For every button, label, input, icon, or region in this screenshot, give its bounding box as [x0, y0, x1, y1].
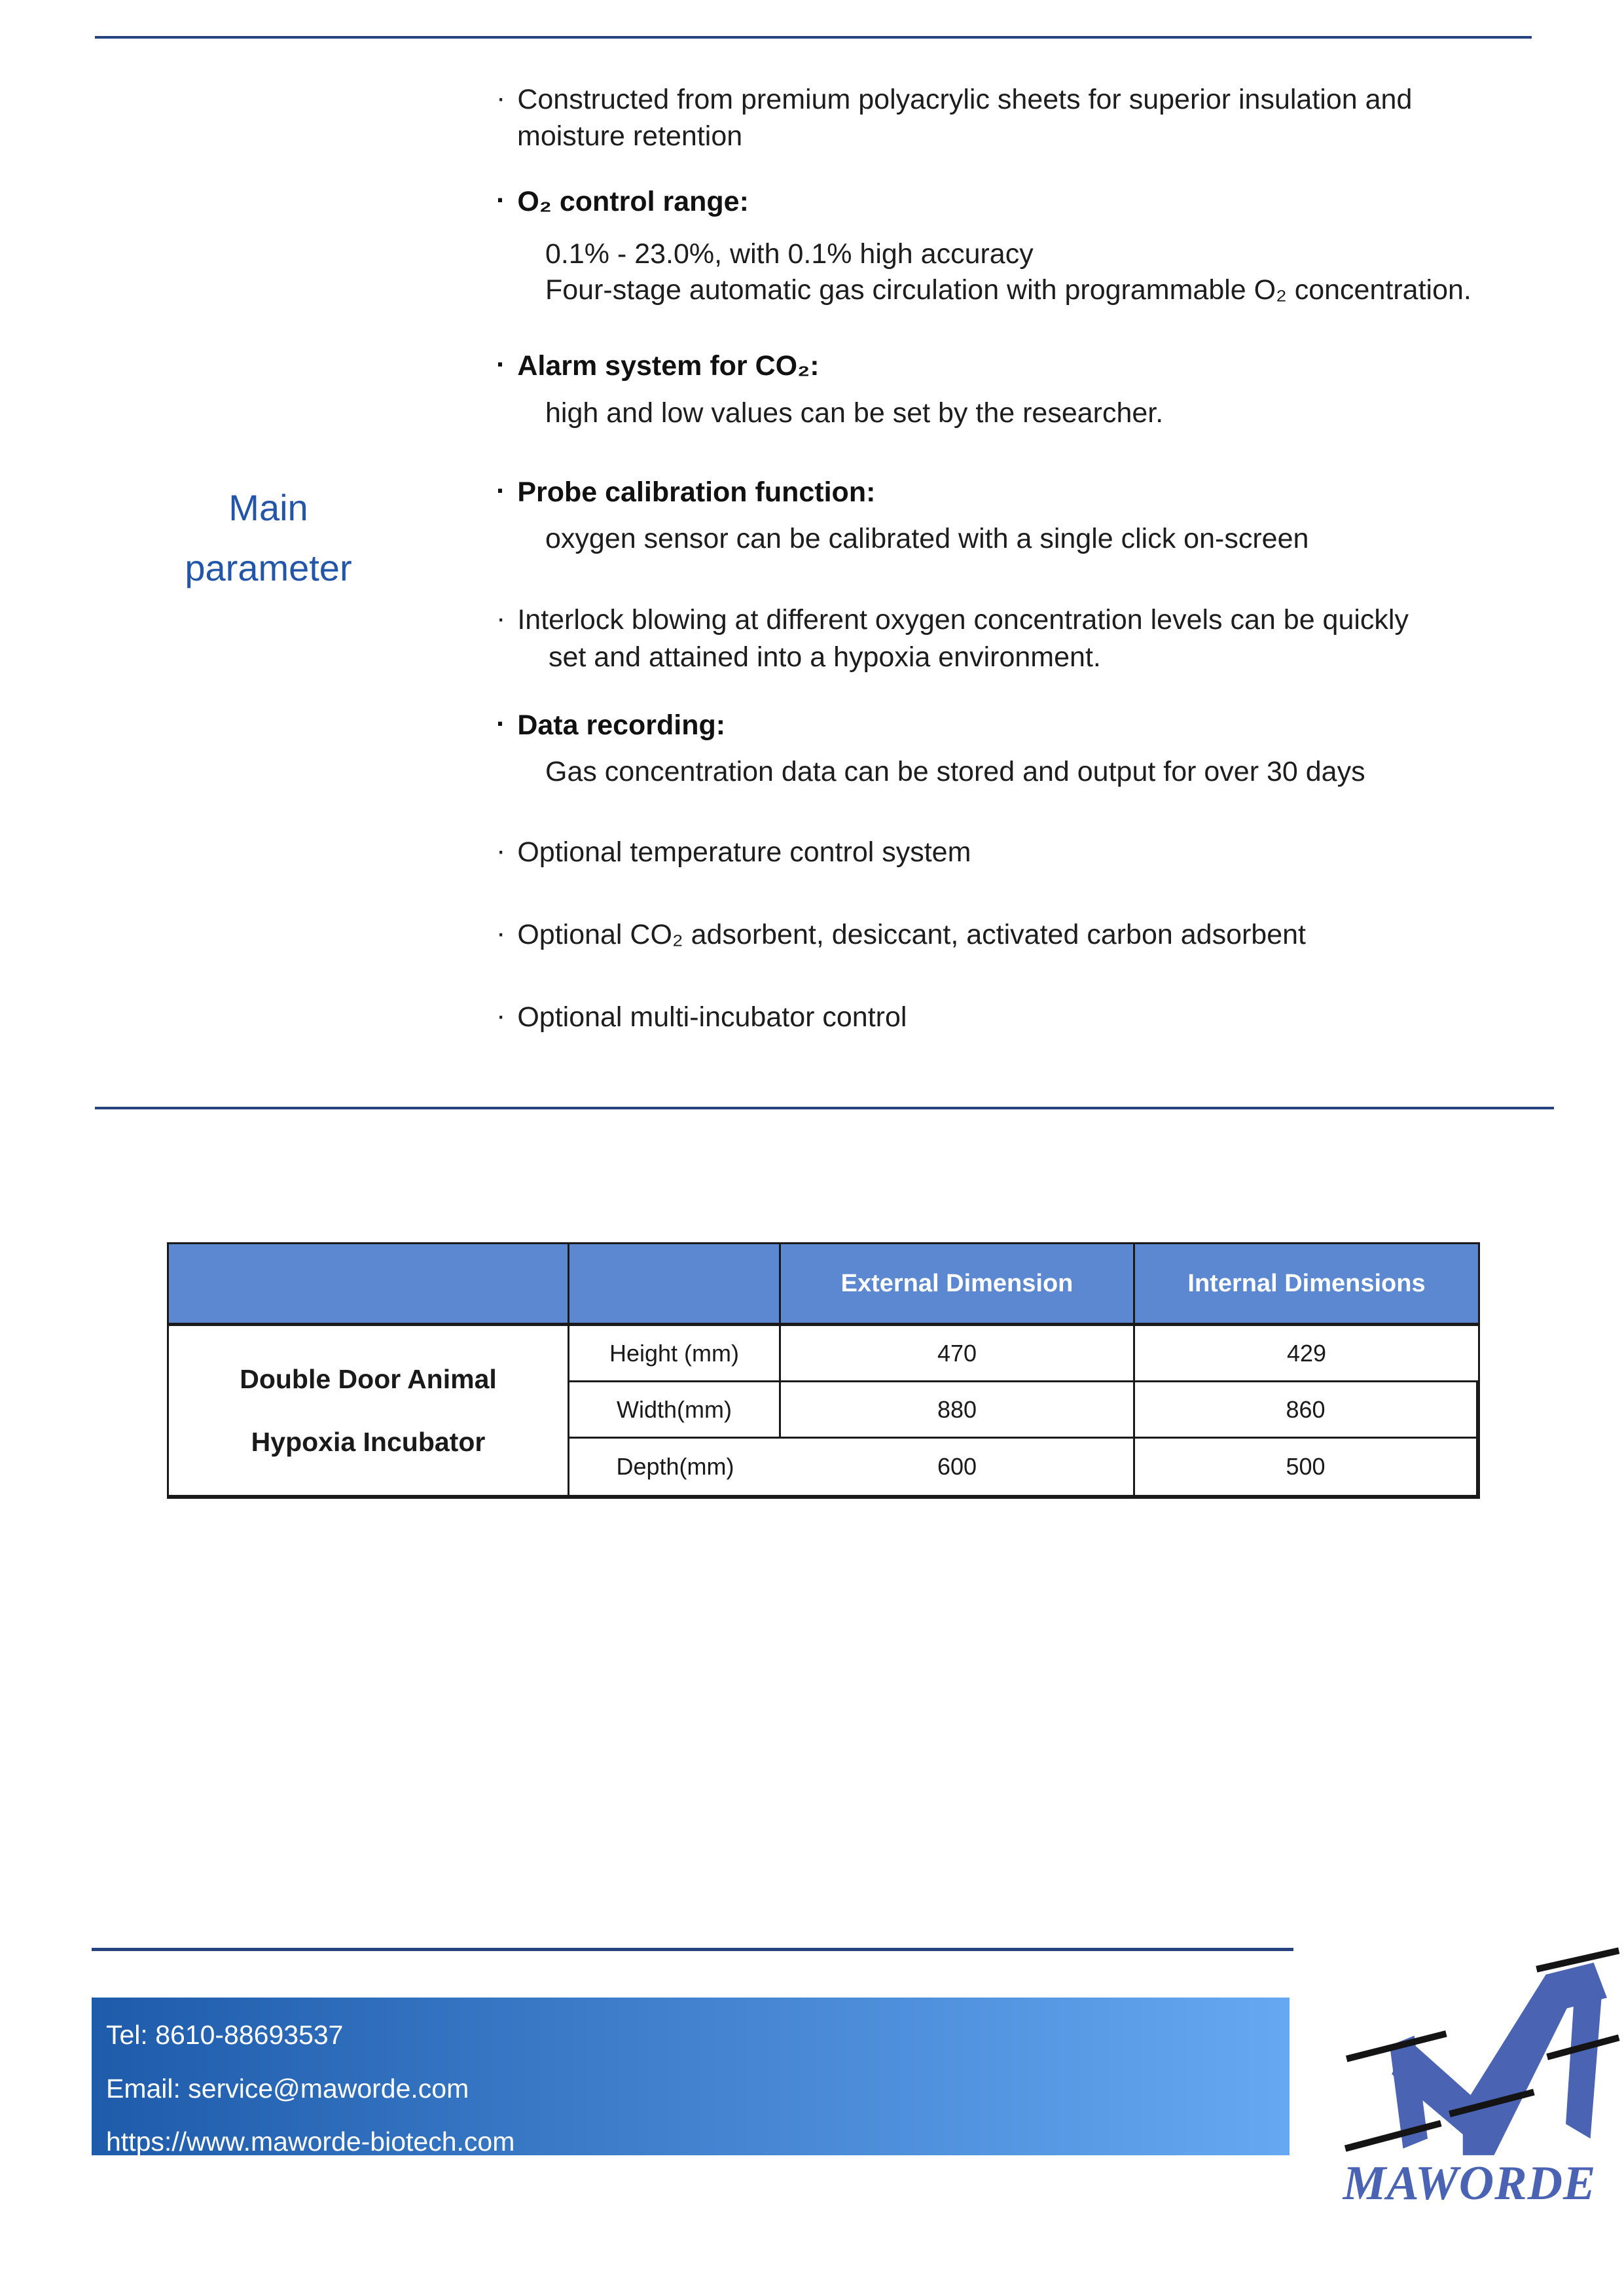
table-product-name [169, 1326, 569, 1495]
feature-text: Optional temperature control system [517, 836, 971, 868]
table-value-height-external: 470 [781, 1326, 1135, 1382]
bullet-icon: · [496, 82, 506, 114]
feature-text: Constructed from premium polyacrylic sheets for superior insulation and [517, 84, 1413, 115]
feature-title-probe-calibration [496, 474, 875, 511]
table-value-depth-external: 600 [781, 1439, 1135, 1495]
bullet-icon: · [496, 349, 506, 380]
section-heading-line2: parameter [185, 547, 352, 588]
feature-line-moisture [517, 118, 742, 155]
feature-text: 0.1% - 23.0%, with 0.1% high accuracy [545, 238, 1034, 270]
table-value-width-internal: 860 [1135, 1382, 1478, 1439]
feature-text: Gas concentration data can be stored and output for over 30 days [545, 756, 1365, 787]
feature-detail-high-low [545, 395, 1163, 432]
feature-text: Alarm system for CO₂: [517, 350, 820, 382]
feature-text: moisture retention [517, 120, 743, 152]
dimensions-table [167, 1242, 1480, 1499]
table-row-label-depth: Depth(mm) [616, 1453, 734, 1480]
maworde-logo-text: MAWORDE [1343, 2157, 1597, 2210]
feature-text: set and attained into a hypoxia environment. [549, 641, 1101, 673]
feature-title-data-recording [496, 707, 725, 744]
table-value-width-external: 880 [781, 1382, 1135, 1439]
table-row-label-width: Width(mm) [569, 1382, 781, 1439]
footer-divider-line [92, 1948, 1293, 1951]
middle-divider-line [95, 1107, 1554, 1109]
product-name-line2: Hypoxia Incubator [251, 1427, 486, 1457]
feature-text: oxygen sensor can be calibrated with a single click on-screen [545, 523, 1309, 554]
feature-detail-four-stage [545, 272, 1471, 309]
feature-text: Probe calibration function: [517, 476, 876, 508]
feature-title-o2-control-range [496, 183, 749, 221]
bullet-icon: · [496, 603, 506, 634]
feature-detail-oxygen-sensor [545, 520, 1308, 558]
top-divider-line [95, 36, 1532, 39]
feature-line-constructed [496, 81, 1412, 118]
product-name-line1: Double Door Animal [240, 1364, 497, 1394]
feature-text: Data recording: [517, 709, 726, 741]
feature-detail-gas-storage [545, 753, 1365, 791]
table-header-empty-2 [569, 1244, 781, 1326]
table-value-depth-internal: 500 [1135, 1439, 1478, 1495]
feature-text: Optional multi-incubator control [517, 1001, 907, 1033]
table-value-height-internal: 429 [1135, 1326, 1478, 1382]
feature-text: Optional CO₂ adsorbent, desiccant, activated carbon adsorbent [517, 919, 1306, 950]
feature-line-optional-multi [496, 999, 907, 1036]
feature-detail-accuracy [545, 236, 1034, 273]
contact-tel: Tel: 8610-88693537 [106, 2020, 344, 2050]
feature-line-optional-adsorbent [496, 916, 1306, 954]
maworde-logo-icon [1322, 1936, 1623, 2162]
feature-text: O₂ control range: [517, 186, 749, 217]
bullet-icon: · [496, 708, 506, 740]
section-heading-line1: Main [228, 487, 308, 528]
bullet-icon: · [496, 185, 506, 216]
feature-text: Four-stage automatic gas circulation with programmable O₂ concentration. [545, 274, 1471, 306]
table-row-label-height: Height (mm) [569, 1326, 781, 1382]
table-header-external: External Dimension [781, 1244, 1135, 1326]
feature-text: Interlock blowing at different oxygen concentration levels can be quickly [517, 604, 1409, 636]
feature-line-interlock [496, 601, 1409, 639]
feature-line-optional-temp [496, 834, 971, 871]
bullet-icon: · [496, 918, 506, 949]
bullet-icon: · [496, 475, 506, 507]
bullet-icon: · [496, 1000, 506, 1031]
bullet-icon: · [496, 835, 506, 867]
table-header-internal: Internal Dimensions [1135, 1244, 1478, 1326]
contact-box [92, 1998, 1290, 2155]
feature-line-interlock-2 [549, 639, 1101, 676]
table-header-empty-1 [169, 1244, 569, 1326]
feature-text: high and low values can be set by the researcher. [545, 397, 1164, 429]
contact-website: https://www.maworde-biotech.com [106, 2126, 515, 2157]
feature-title-alarm-system [496, 348, 820, 385]
contact-email: Email: service@maworde.com [106, 2073, 469, 2104]
section-heading [105, 478, 432, 598]
